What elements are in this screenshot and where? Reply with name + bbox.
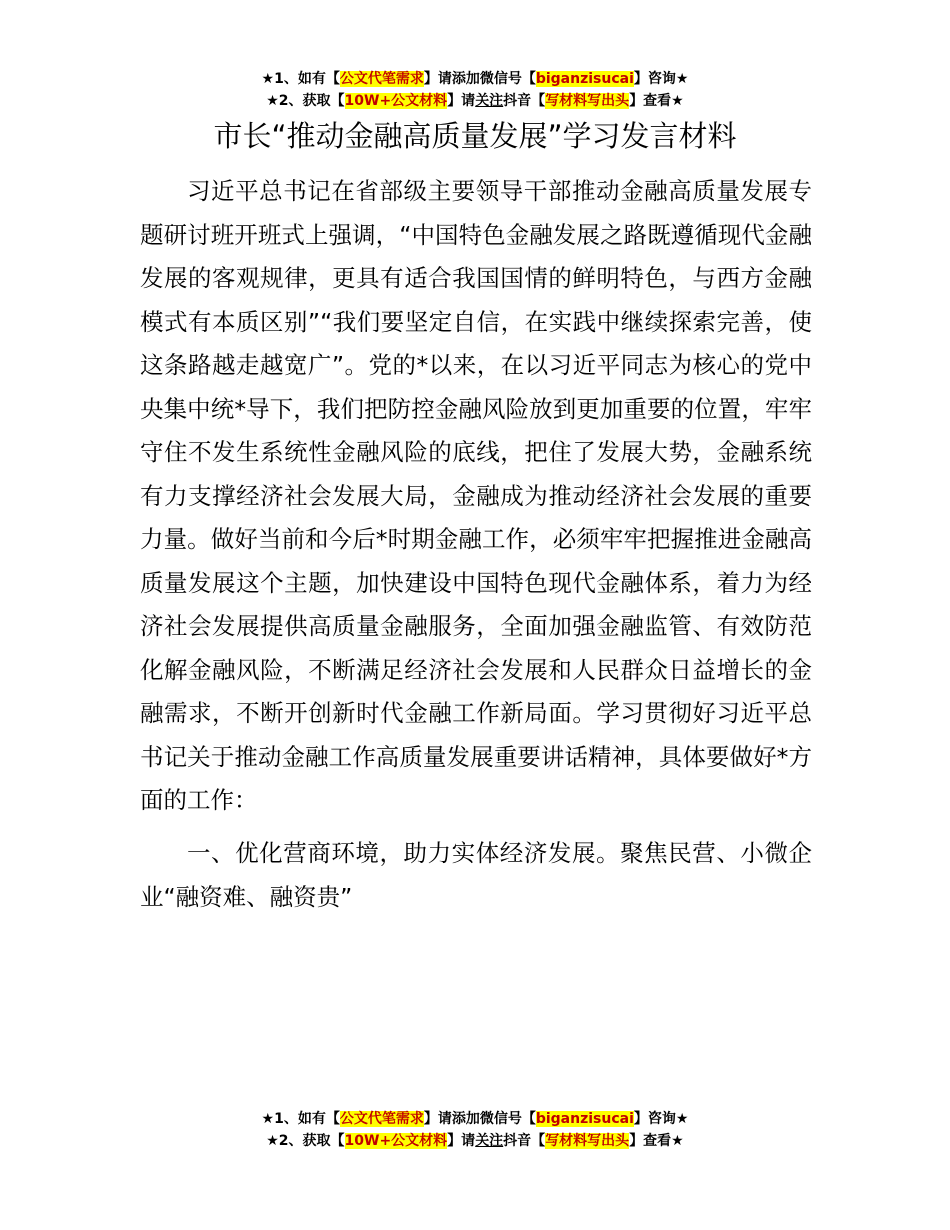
promo-text: 】请 <box>447 1133 476 1149</box>
promo-highlight-materials: 10W+公文材料 <box>344 1133 448 1149</box>
paragraph-text: 一、优化营商环境，助力实体经济发展。聚焦民营、小微企业“融资难、融资贵” <box>140 839 812 911</box>
document-title: 市长“推动金融高质量发展”学习发言材料 <box>213 119 737 153</box>
promo-text: ★2、获取【 <box>266 1133 345 1149</box>
promo-text: 】请 <box>447 93 476 109</box>
promo-line-2 <box>0 1130 950 1152</box>
promo-banner-top <box>0 68 950 112</box>
promo-text: 抖音【 <box>503 1133 546 1149</box>
promo-highlight-materials: 10W+公文材料 <box>344 93 448 109</box>
promo-underline-follow: 关注 <box>475 93 504 109</box>
promo-line-1 <box>0 1108 950 1130</box>
promo-highlight-wechat-id: biganzisucai <box>535 71 634 87</box>
promo-text: ★1、如有【 <box>261 1111 340 1127</box>
promo-text: 】请添加微信号【 <box>423 1111 536 1127</box>
promo-text: 】查看★ <box>629 93 684 109</box>
promo-highlight-wechat-id: biganzisucai <box>535 1111 634 1127</box>
promo-text: 】查看★ <box>629 1133 684 1149</box>
promo-underline-follow: 关注 <box>475 1133 504 1149</box>
promo-line-2 <box>0 90 950 112</box>
body-paragraph-1 <box>140 170 812 823</box>
promo-highlight-service: 公文代笔需求 <box>339 71 424 87</box>
promo-highlight-douyin: 写材料写出头 <box>545 93 630 109</box>
promo-text: ★2、获取【 <box>266 93 345 109</box>
promo-highlight-douyin: 写材料写出头 <box>545 1133 630 1149</box>
promo-line-1 <box>0 68 950 90</box>
promo-text: 】咨询★ <box>633 1111 689 1127</box>
promo-text: ★1、如有【 <box>261 71 340 87</box>
promo-banner-bottom <box>0 1108 950 1152</box>
promo-highlight-service: 公文代笔需求 <box>339 1111 424 1127</box>
paragraph-text: 习近平总书记在省部级主要领导干部推动金融高质量发展专题研讨班开班式上强调，“中国特色金融发展之路既遵循现代金融发展的客观规律，更具有适合我国国情的鲜明特色，与西方金融模式有本质区别”“我们要坚定自信，在实践中继续探索完善，使这条路越走越宽广”。党的*以来，在以习近平同志为核心的党中央集中统*导下，我们把防控金融风险放到更加重要的位置，牢牢守住不发生系统性金融风险的底线，把住了发展大势，金融系统有力支撑经济社会发展大局，金融成为推动经济社会发展的重要力量。做好当前和今后*时期金融工作，必须牢牢把握推进金融高质量发展这个主题，加快建设中国特色现代金融体系，着力为经济社会发展提供高质量金融服务，全面加强金融监管、有效防范化解金融风险，不断满足经济社会发展和人民群众日益增长的金融需求，不断开创新时代金融工作新局面。学习贯彻好习近平总书记关于推动金融工作高质量发展重要讲话精神，具体要做好*方面的工作： <box>140 177 812 814</box>
promo-text: 抖音【 <box>503 93 546 109</box>
promo-text: 】请添加微信号【 <box>423 71 536 87</box>
promo-text: 】咨询★ <box>633 71 689 87</box>
body-paragraph-2 <box>140 832 812 919</box>
